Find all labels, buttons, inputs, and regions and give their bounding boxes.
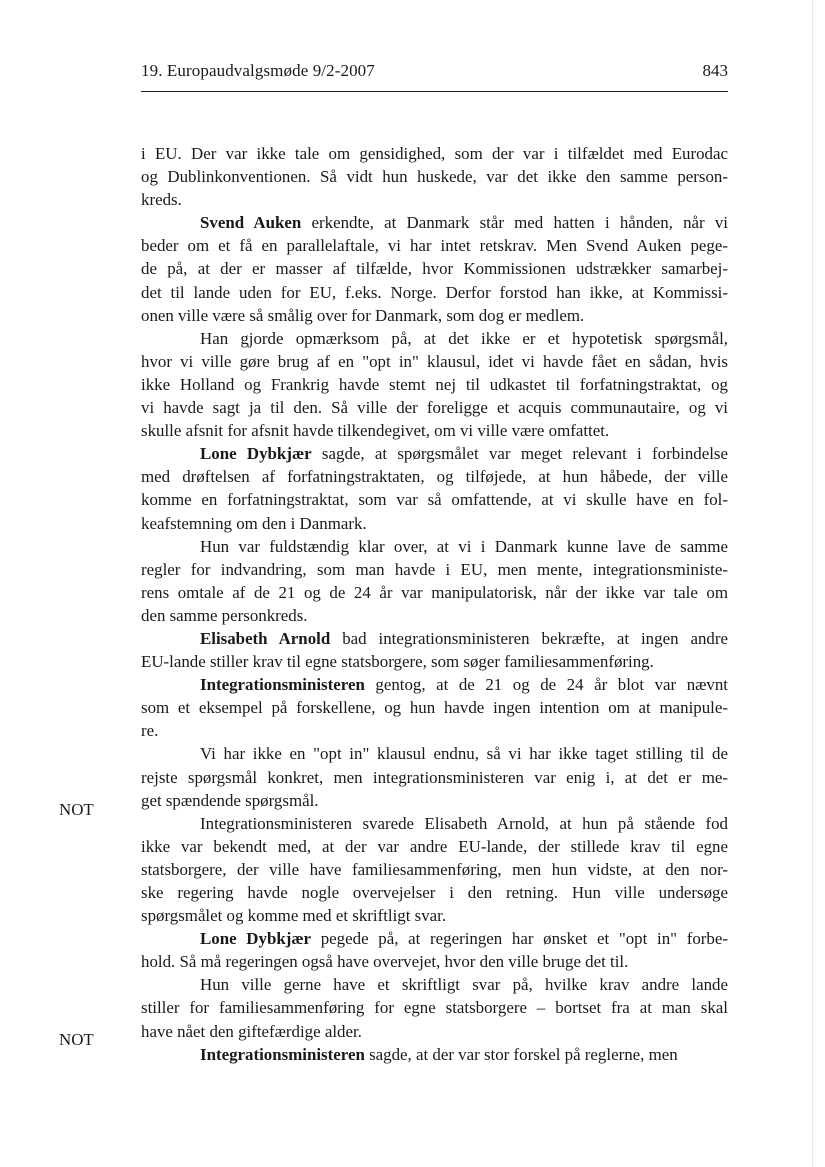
text-line: Hun var fuldstændig klar over, at vi i Danmark kunne lave de samme <box>200 536 728 556</box>
text-line: rejste spørgsmål konkret, men integrationsministeren var enig i, at det er me- <box>141 767 728 787</box>
text-line: regler for indvandring, som man havde i EU, men mente, integrationsministe- <box>141 559 728 579</box>
speaker-name: Integrationsministeren <box>200 675 365 695</box>
text-line: hold. Så må regeringen også have overvejet, hvor den ville bruge det til. <box>141 952 629 972</box>
text-line: Vi har ikke en "opt in" klausul endnu, så vi har ikke taget stilling til de <box>200 744 728 764</box>
text-line: ikke Holland og Frankrig havde stemt nej til udkastet til forfatningstraktat, og <box>141 374 728 394</box>
text-line: ske regering havde nogle overvejelser i den retning. Hun ville undersøge <box>141 883 728 902</box>
text-line: Lone Dybkjær pegede på, at regeringen har ønsket et "opt in" forbe- <box>200 929 728 949</box>
scan-edge-line <box>812 0 813 1167</box>
text-line: beder om et få en parallelaftale, vi har intet retskrav. Men Svend Auken pege- <box>141 236 728 256</box>
text-line: have nået den giftefærdige alder. <box>141 1021 362 1041</box>
text-line: ikke var bekendt med, at der var andre EU-lande, der stillede krav til egne <box>141 836 728 856</box>
text-line: kreds. <box>141 190 182 210</box>
text-line: Svend Auken erkendte, at Danmark står med hatten i hånden, når vi <box>200 213 729 233</box>
text-line: Integrationsministeren gentog, at de 21 og de 24 år blot var nævnt <box>200 675 728 695</box>
text-line: den samme personkreds. <box>141 605 308 625</box>
text-line: de på, at der er masser af tilfælde, hvor Kommissionen udstrækker samarbej- <box>141 259 728 279</box>
page-number: 843 <box>702 61 728 80</box>
header-title: 19. Europaudvalgsmøde 9/2-2007 <box>141 61 375 80</box>
text-line: i EU. Der var ikke tale om gensidighed, som der var i tilfældet med Eurodac <box>141 144 728 163</box>
text-line: statsborgere, der ville have familiesammenføring, men hun vidste, at den nor- <box>141 859 728 879</box>
text-line: keafstemning om den i Danmark. <box>141 513 367 533</box>
text-line: med drøftelsen af forfatningstraktaten, og tilføjede, at hun håbede, der ville <box>141 467 728 487</box>
text-line: onen ville være så smålig over for Danmark, som dog er medlem. <box>141 305 585 325</box>
text-line: som et eksempel på forskellene, og hun havde ingen intention om at manipule- <box>141 698 728 718</box>
text-line: re. <box>141 721 159 741</box>
text-line: rens omtale af de 21 og de 24 år var manipulatorisk, når der ikke var tale om <box>141 582 728 602</box>
margin-note: NOT <box>59 800 94 819</box>
body-text <box>141 142 728 1066</box>
text-line: vi havde sagt ja til den. Så ville der foreligge et acquis communautaire, og vi <box>141 398 728 418</box>
speaker-name: Integrationsministeren <box>200 1044 365 1064</box>
text-line: Hun ville gerne have et skriftligt svar på, hvilke krav andre lande <box>200 975 728 995</box>
speaker-name: Elisabeth Arnold <box>200 628 331 648</box>
page-header <box>141 61 728 85</box>
text-line: Integrationsministeren sagde, at der var stor forskel på reglerne, men <box>200 1044 678 1064</box>
text-line: Han gjorde opmærksom på, at det ikke er et hypotetisk spørgsmål, <box>200 328 728 348</box>
text-line: skulle afsnit for afsnit havde tilkendegivet, om vi ville være omfattet. <box>141 421 610 441</box>
speaker-name: Svend Auken <box>200 213 302 233</box>
text-line: Integrationsministeren svarede Elisabeth Arnold, at hun på stående fod <box>200 813 728 833</box>
text-line: hvor vi ville gøre brug af en "opt in" klausul, idet vi havde fået en sådan, hvis <box>141 351 728 371</box>
text-line: komme en forfatningstraktat, som var så omfattende, at vi skulle have en fol- <box>141 490 728 510</box>
text-line: spørgsmålet og komme med et skriftligt svar. <box>141 906 447 926</box>
speaker-name: Lone Dybkjær <box>200 929 312 949</box>
text-line: get spændende spørgsmål. <box>141 790 319 810</box>
text-line: stiller for familiesammenføring for egne statsborgere – bortset fra at man skal <box>141 998 728 1018</box>
text-line: Elisabeth Arnold bad integrationsministeren bekræfte, at ingen andre <box>200 628 728 648</box>
speaker-name: Lone Dybkjær <box>200 444 312 464</box>
text-line: EU-lande stiller krav til egne statsborgere, som søger familiesammenføring. <box>141 652 654 672</box>
text-line: det til lande uden for EU, f.eks. Norge. Derfor forstod han ikke, at Kommissi- <box>141 282 728 302</box>
header-rule <box>141 91 728 92</box>
text-line: Lone Dybkjær sagde, at spørgsmålet var meget relevant i forbindelse <box>200 444 729 464</box>
text-line: og Dublinkonventionen. Så vidt hun huskede, var det ikke den samme person- <box>141 167 728 187</box>
margin-note: NOT <box>59 1030 94 1049</box>
